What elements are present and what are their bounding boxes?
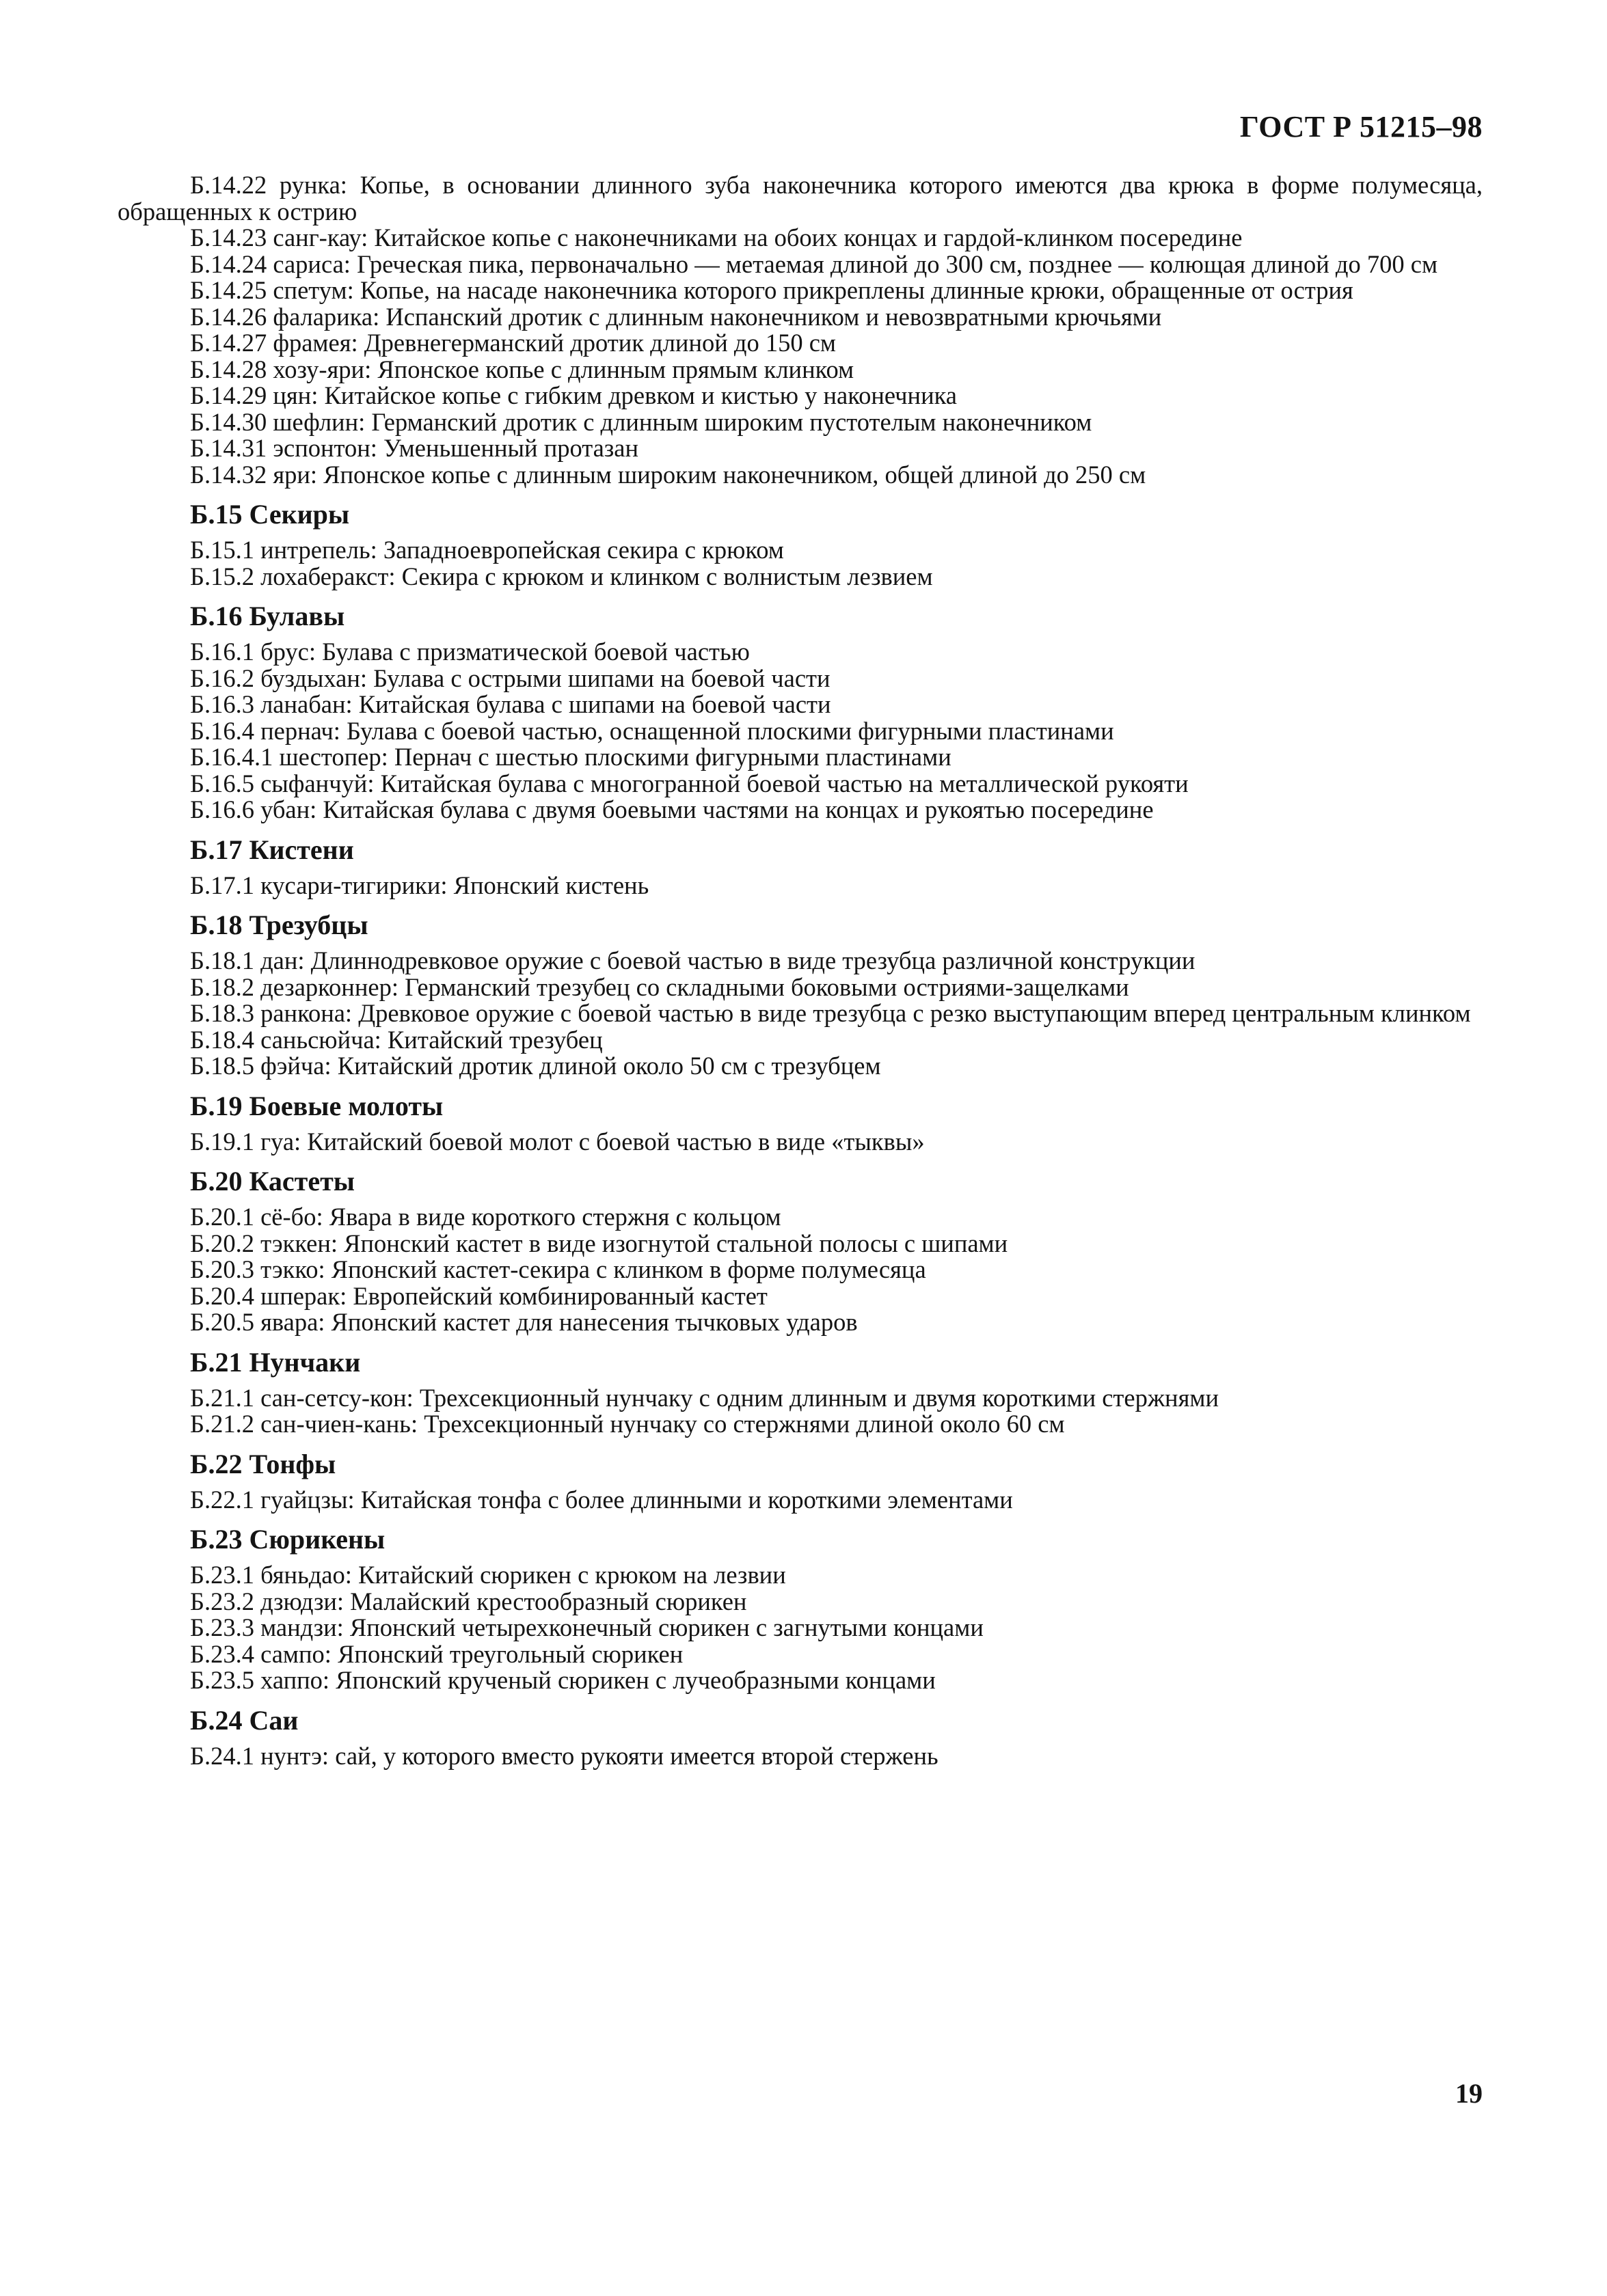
entry: Б.14.25 спетум: Копье, на насаде наконечника которого прикреплены длинные крюки, обращенные от острия xyxy=(190,276,1353,304)
entry: Б.23.4 сампо: Японский треугольный сюрикен xyxy=(190,1639,684,1668)
entry: Б.22.1 гуайцзы: Китайская тонфа с более длинными и короткими элементами xyxy=(190,1485,1013,1514)
section-title: Б.24 Саи xyxy=(190,1704,299,1736)
entry: Б.21.2 сан-чиен-кань: Трехсекционный нунчаку со стержнями длиной около 60 см xyxy=(190,1410,1065,1438)
entry: Б.18.2 дезарконнер: Германский трезубец со складными боковыми остриями-защелками xyxy=(190,972,1129,1001)
section-title: Б.19 Боевые молоты xyxy=(190,1090,444,1121)
section-title: Б.20 Кастеты xyxy=(190,1166,355,1197)
section-title: Б.21 Нунчаки xyxy=(190,1346,361,1378)
entry: Б.18.4 саньсюйча: Китайский трезубец xyxy=(190,1025,603,1054)
section-b20 xyxy=(118,1166,1483,1336)
standard-header: ГОСТ Р 51215–98 xyxy=(1239,110,1483,144)
entry: Б.14.29 цян: Китайское копье с гибким древком и кистью у наконечника xyxy=(190,381,957,409)
document-page xyxy=(118,0,1483,2296)
entry: Б.20.4 шперак: Европейский комбинированный кастет xyxy=(190,1281,768,1310)
entry: Б.14.28 хозу-яри: Японское копье с длинным прямым клинком xyxy=(190,355,854,383)
section-title: Б.18 Трезубцы xyxy=(190,910,368,940)
section-title: Б.17 Кистени xyxy=(190,834,354,865)
section-title: Б.15 Секиры xyxy=(190,499,350,530)
section-b17 xyxy=(118,834,1483,899)
entry: Б.16.4.1 шестопер: Пернач с шестью плоскими фигурными пластинами xyxy=(190,743,951,771)
entry: Б.18.3 ранкона: Древковое оружие с боевой частью в виде трезубца с резко выступающим вперед центральным клинком xyxy=(190,999,1471,1027)
entry: Б.19.1 гуа: Китайский боевой молот с боевой частью в виде «тыквы» xyxy=(190,1127,925,1156)
entry: Б.18.1 дан: Длиннодревковое оружие с боевой частью в виде трезубца различной конструкции xyxy=(190,946,1196,974)
section-b22 xyxy=(118,1449,1483,1514)
section-title: Б.23 Сюрикены xyxy=(190,1524,386,1555)
entry: Б.15.1 интрепель: Западноевропейская секира с крюком xyxy=(190,536,784,564)
entry: Б.23.3 мандзи: Японский четырехконечный сюрикен с загнутыми концами xyxy=(190,1613,984,1641)
entry: Б.14.23 санг-кау: Китайское копье с наконечниками на обоих концах и гардой-клинком посередине xyxy=(190,223,1243,251)
entry: Б.20.5 явара: Японский кастет для нанесения тычковых ударов xyxy=(190,1308,858,1336)
section-b24 xyxy=(118,1705,1483,1770)
section-b21 xyxy=(118,1347,1483,1438)
entry: Б.23.5 хаппо: Японский крученый сюрикен с лучеобразными концами xyxy=(190,1666,936,1694)
entry: Б.18.5 фэйча: Китайский дротик длиной около 50 см с трезубцем xyxy=(190,1052,881,1080)
entry: Б.16.3 ланабан: Китайская булава с шипами на боевой части xyxy=(190,690,831,718)
entry: Б.21.1 сан-сетсу-кон: Трехсекционный нунчаку с одним длинным и двумя короткими стержнями xyxy=(190,1383,1219,1412)
section-b15 xyxy=(118,499,1483,590)
entry: Б.14.26 фаларика: Испанский дротик с длинным наконечником и невозвратными крючьями xyxy=(190,302,1162,331)
entry: Б.20.3 тэкко: Японский кастет-секира с клинком в форме полумесяца xyxy=(190,1255,926,1283)
entry: Б.16.2 буздыхан: Булава с острыми шипами на боевой части xyxy=(190,664,830,692)
entry: Б.14.24 сариса: Греческая пика, первоначально — метаемая длиной до 300 см, позднее — колющая длиной до 700 см xyxy=(190,249,1438,278)
entry: Б.14.31 эспонтон: Уменьшенный протазан xyxy=(190,434,639,462)
section-b23 xyxy=(118,1524,1483,1694)
entry: Б.23.2 дзюдзи: Малайский крестообразный сюрикен xyxy=(190,1587,747,1615)
entry: Б.20.2 тэккен: Японский кастет в виде изогнутой стальной полосы с шипами xyxy=(190,1229,1008,1257)
entry: Б.16.6 убан: Китайская булава с двумя боевыми частями на концах и рукоятью посередине xyxy=(190,795,1154,823)
entry: Б.14.22 рунка: Копье, в основании длинного зуба наконечника которого имеются два крюка в форме полумесяца, обращенных к острию xyxy=(118,171,1483,226)
section-title: Б.16 Булавы xyxy=(190,601,345,631)
section-title: Б.22 Тонфы xyxy=(190,1448,336,1479)
entry: Б.16.5 сыфанчуй: Китайская булава с многогранной боевой частью на металлической рукояти xyxy=(190,769,1189,797)
entry: Б.14.30 шефлин: Германский дротик с длинным широким пустотелым наконечником xyxy=(190,407,1092,436)
intro-entries xyxy=(118,172,1483,488)
entry: Б.17.1 кусари-тигирики: Японский кистень xyxy=(190,871,649,899)
entry: Б.23.1 бяньдао: Китайский сюрикен с крюком на лезвии xyxy=(190,1561,786,1589)
entry: Б.24.1 нунтэ: сай, у которого вместо рукояти имеется второй стержень xyxy=(190,1741,938,1770)
entry: Б.20.1 сё-бо: Явара в виде короткого стержня с кольцом xyxy=(190,1203,781,1231)
entry: Б.16.4 пернач: Булава с боевой частью, оснащенной плоскими фигурными пластинами xyxy=(190,716,1114,745)
entry: Б.14.27 фрамея: Древнегерманский дротик длиной до 150 см xyxy=(190,329,837,357)
entry: Б.16.1 брус: Булава с призматической боевой частью xyxy=(190,638,750,666)
section-b19 xyxy=(118,1091,1483,1156)
page-number: 19 xyxy=(1455,2078,1483,2109)
document-body xyxy=(118,172,1483,1769)
section-b16 xyxy=(118,601,1483,823)
entry: Б.14.32 яри: Японское копье с длинным широким наконечником, общей длиной до 250 см xyxy=(190,460,1146,489)
section-b18 xyxy=(118,910,1483,1080)
entry: Б.15.2 лохаберакст: Секира с крюком и клинком с волнистым лезвием xyxy=(190,562,933,590)
